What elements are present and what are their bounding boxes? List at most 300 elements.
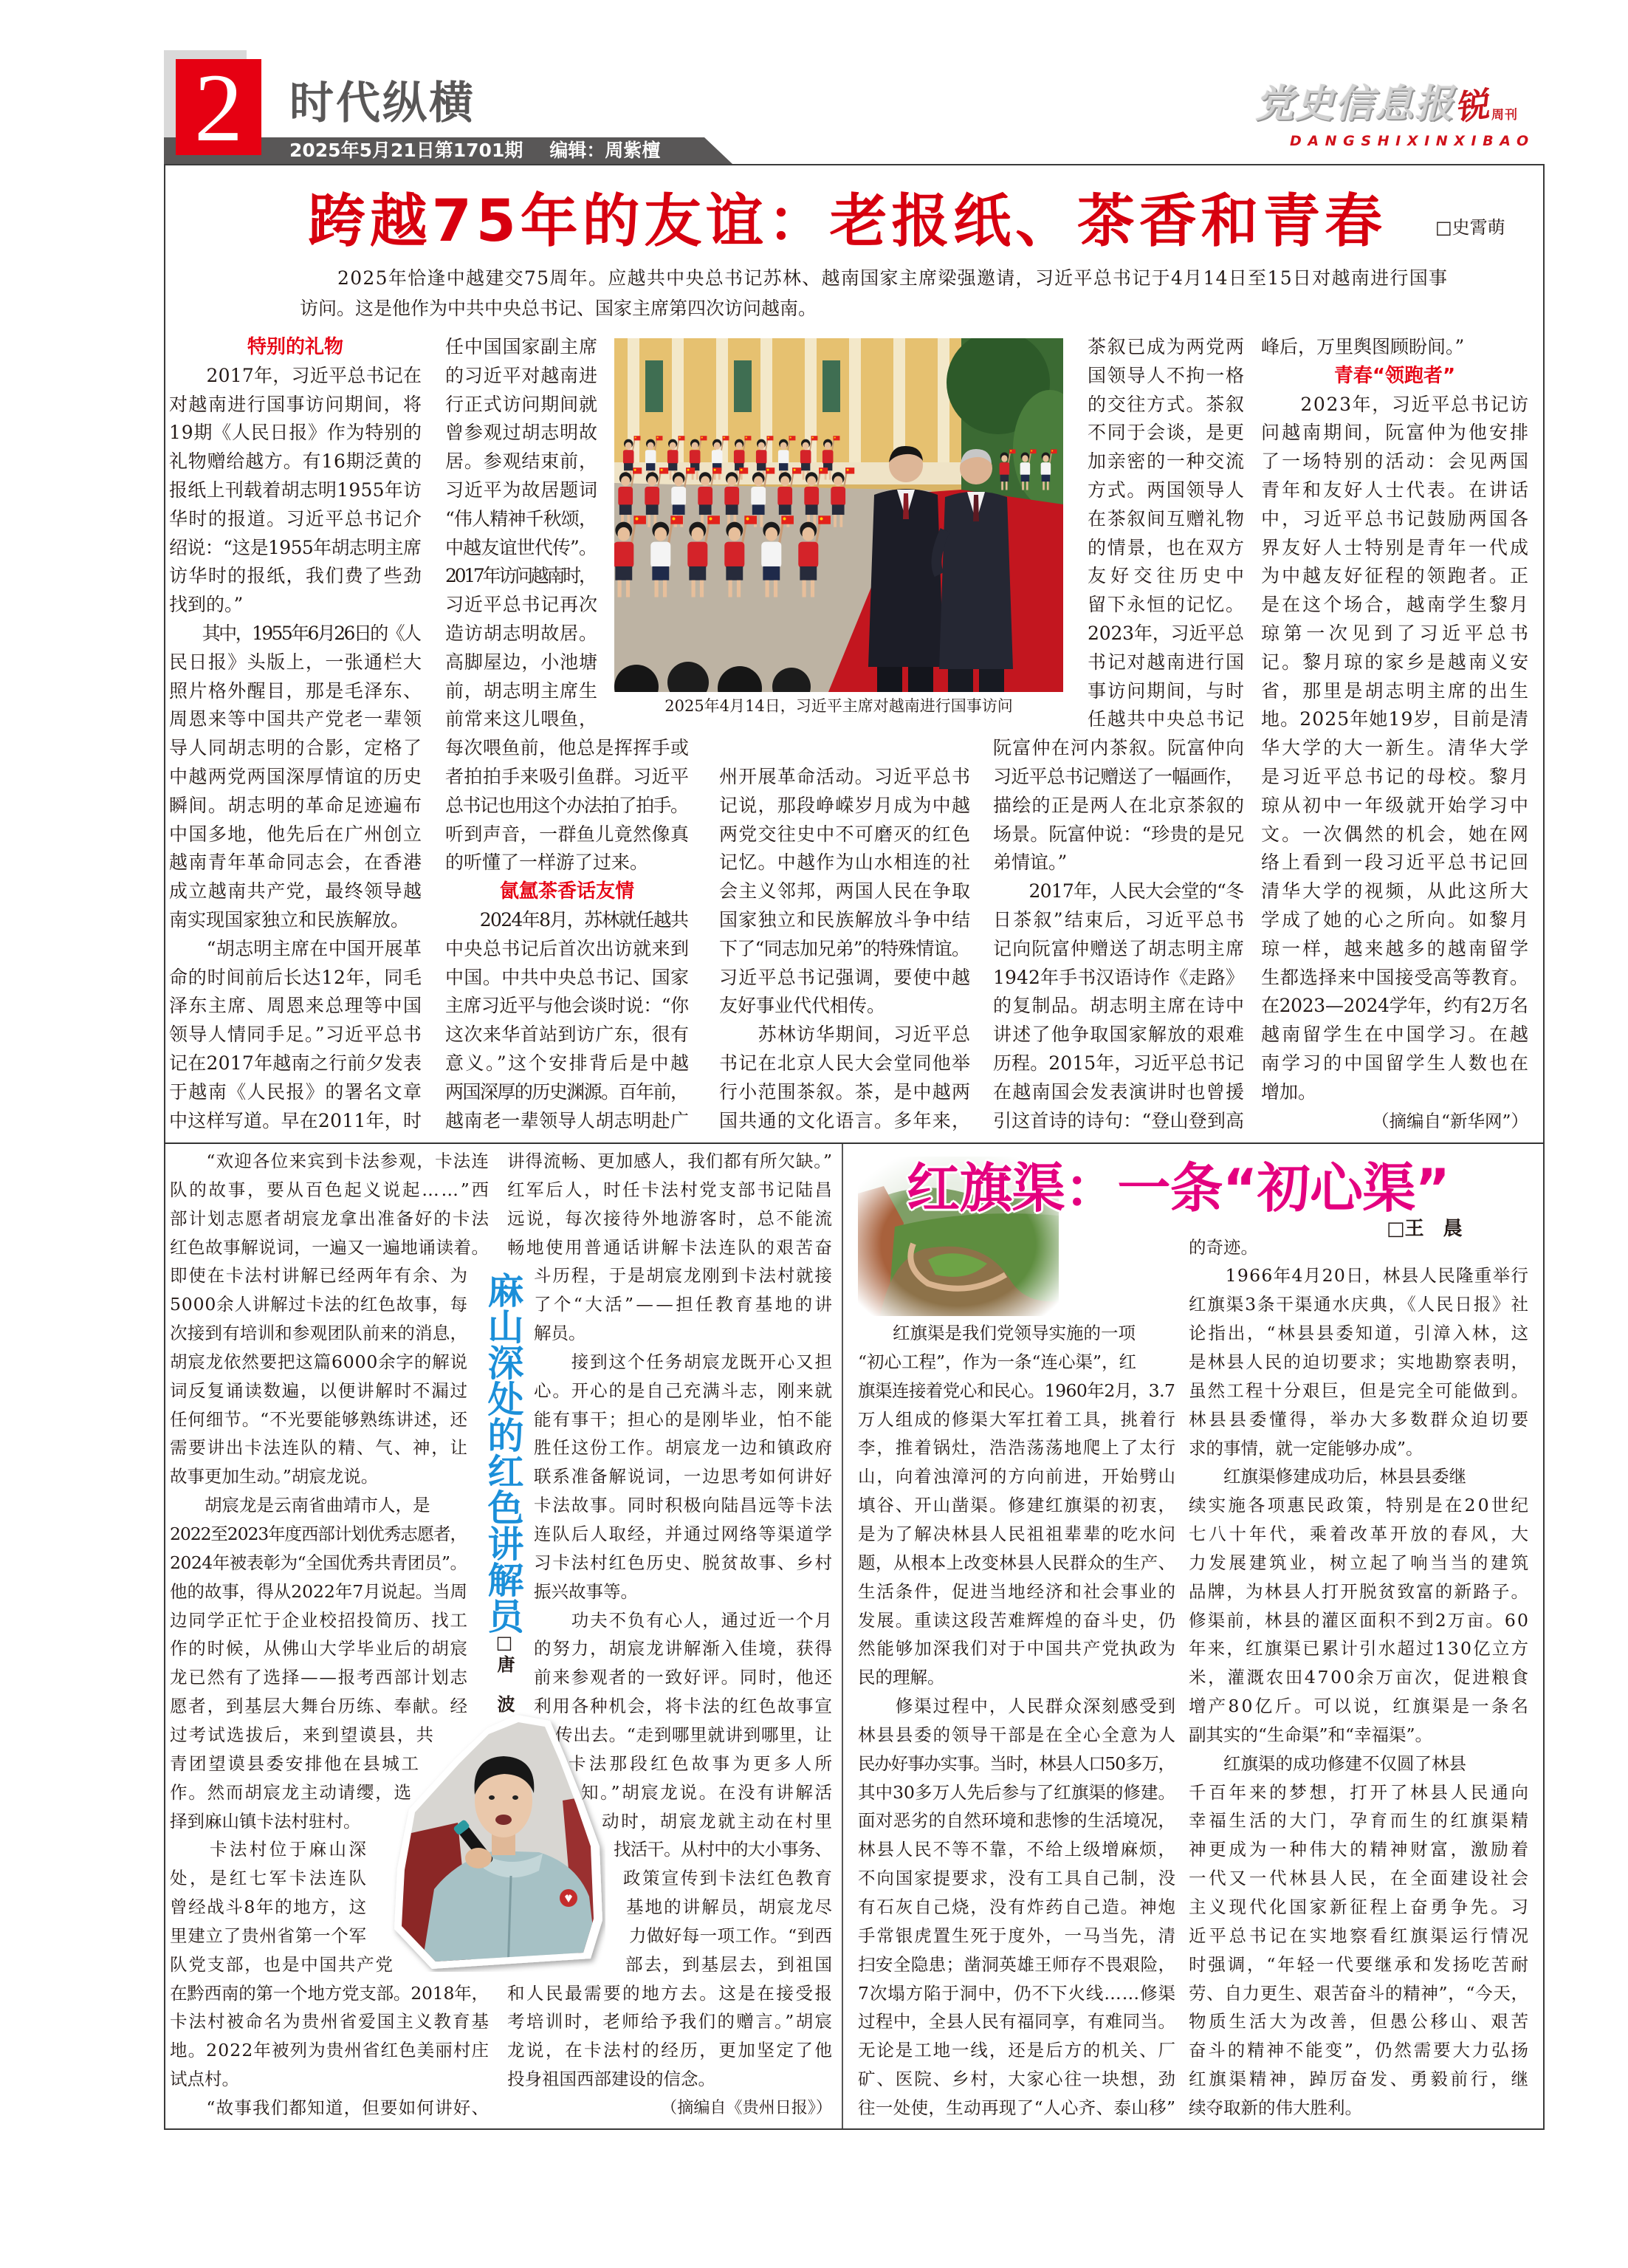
text-line (507, 1233, 832, 1262)
text-line (445, 620, 597, 648)
text-line-content: 1942年手书汉语诗作《走路》 (993, 966, 1245, 988)
text-line (858, 1405, 1175, 1434)
text-line-content: 的复制品。胡志明主席在诗中 (993, 995, 1246, 1017)
text-line-content: 阮富仲在河内茶叙。阮富仲向 (993, 737, 1246, 759)
source-credit-text: （摘编自《贵州日报》） (661, 2098, 832, 2118)
text-line-content: 幸福生活的大门，孕育而生的红旗渠精 (1189, 1810, 1531, 1832)
text-line (169, 620, 422, 648)
text-line-content: 远说，每次接待外地游客时，总不能流 (507, 1207, 834, 1229)
text-line (1261, 333, 1528, 362)
text-line (1261, 1078, 1528, 1107)
text-line-content: 2024年8月，苏林就任越共 (445, 908, 688, 931)
text-line (445, 562, 597, 591)
text-line-content: 投身祖国西部建设的信念。 (507, 2069, 715, 2090)
text-line-content: 试点村。 (170, 2069, 239, 2090)
article2-left-column-wrap (170, 1835, 369, 1950)
text-line (445, 820, 689, 849)
text-line-content: 2022至2023年度西部计划优秀志愿者， (170, 1523, 467, 1544)
text-line (170, 1950, 393, 1979)
text-line-content: 领导人情同手足。”习近平总书 (169, 1024, 423, 1046)
text-line (169, 1049, 422, 1078)
text-line (1261, 877, 1531, 906)
text-line-content: 然能够加深我们对于中国共产党执政为 (858, 1638, 1177, 1659)
text-line-content: 李，推着锅灶，浩浩荡荡地爬上了太行 (858, 1437, 1177, 1459)
text-line (445, 648, 597, 677)
article3-column-2 (1189, 1233, 1531, 2123)
text-line (1088, 562, 1249, 591)
text-line (1189, 1634, 1531, 1663)
text-line (1088, 448, 1244, 476)
text-line (170, 1348, 467, 1377)
text-line-content: 为中越友好征程的领跑者。正 (1261, 565, 1531, 587)
text-line (719, 820, 970, 849)
source-credit (1261, 1107, 1528, 1136)
subheading-text: 青春“领跑者” (1333, 364, 1456, 387)
article2-right-column-wrap (626, 1893, 832, 1922)
text-line (602, 1807, 832, 1836)
text-line-content: 能有事干；担心的是刚毕业，怕不能 (534, 1408, 834, 1430)
text-line (1261, 820, 1531, 849)
article1-intro-text: 2025年恰逢中越建交75周年。应越共中央总书记苏林、越南国家主席梁强邀请，习近平总书记于4月14日至15日对越南进行国事 (337, 267, 1449, 289)
text-line (534, 1634, 832, 1663)
article2-left-column-top (170, 1147, 489, 1261)
text-line-content: 越南老一辈领导人胡志明赴广 (445, 1109, 690, 1131)
text-line-content: 讲述了他争取国家解放的艰难 (993, 1024, 1246, 1046)
text-line-content: 留下永恒的记忆。 (1088, 594, 1246, 616)
text-line-content: 华时的报道。习近平总书记介 (169, 507, 423, 530)
text-line-content: 界友好人士特别是青年一代成 (1261, 536, 1531, 558)
text-line-content: 论指出，“林县县委知道，引漳入林，这 (1189, 1323, 1531, 1344)
text-line-content: 增加。 (1261, 1080, 1317, 1103)
text-line-content: 越南青年革命同志会，在香港 (169, 852, 423, 874)
text-line (169, 1078, 422, 1107)
text-line (170, 2094, 489, 2123)
text-line-content: 扫安全隐患；凿洞英雄王师存不畏艰险， (858, 1953, 1176, 1975)
article-divider-horizontal (164, 1142, 1545, 1144)
text-line (858, 2094, 1175, 2123)
issue-info (289, 137, 660, 164)
text-line-content: 往一处使，生动再现了“人心齐、泰山移” (858, 2097, 1176, 2118)
text-line-content: 绍说：“这是1955年胡志明主席 (169, 536, 422, 558)
text-line-content: 照片格外醒目，那是毛泽东、 (169, 679, 423, 702)
text-line-content: 振兴故事等。 (534, 1580, 638, 1602)
text-line (719, 849, 970, 877)
text-line-content: 加亲密的一种交流 (1088, 450, 1246, 473)
text-line (1088, 620, 1244, 648)
text-line-content: 的习近平对越南进 (445, 364, 598, 386)
text-line-content: 不向国家提要求，没有工具自己制，没 (858, 1868, 1177, 1889)
text-line (626, 1893, 832, 1922)
text-line (170, 1491, 467, 1520)
source-credit (507, 2094, 832, 2123)
text-line (1088, 362, 1244, 391)
text-line (169, 591, 422, 620)
text-line (170, 1807, 411, 1836)
text-line (1189, 1606, 1531, 1635)
text-line (1189, 1950, 1531, 1979)
text-line-content: 书记对越南进行国 (1088, 651, 1246, 673)
text-line-content: 意义。”这个安排背后是中越 (445, 1052, 691, 1074)
text-line (858, 1922, 1175, 1950)
text-line-content: 记说，那段峥嵘岁月成为中越 (719, 794, 972, 816)
text-line (1088, 476, 1244, 505)
editor-credit: 编辑：周紫檀 (549, 140, 661, 161)
text-line-content: “故事我们都知道，但要如何讲好、 (170, 2097, 490, 2119)
text-line-content: 红色故事解说词，一遍又一遍地诵读着。 (170, 1236, 490, 1258)
text-line (534, 1261, 832, 1290)
text-line-content: 的努力，胡宸龙讲解渐入佳境，获得 (534, 1638, 834, 1659)
text-line-content: 词反复诵读数遍，以便讲解时不漏过 (170, 1380, 469, 1401)
text-line (1261, 419, 1531, 448)
text-line-content: 事访问期间，与时 (1088, 679, 1246, 702)
text-line-content: 学成了她的心之所向。如黎月 (1261, 908, 1531, 931)
text-line-content: 清华大学的视频，从此这所大 (1261, 880, 1531, 902)
text-line (169, 677, 422, 706)
text-line (534, 1606, 832, 1635)
article2-right-column-wrap (569, 1750, 836, 1778)
text-line (445, 591, 597, 620)
text-line (993, 877, 1244, 906)
text-line (993, 849, 1244, 877)
text-line-content: 卡法那段红色故事为更多人所 (569, 1753, 836, 1774)
text-line (170, 1176, 489, 1205)
text-line-content: 愿者，到基层大舞台历练、奉献。经 (170, 1696, 469, 1717)
text-line-content: 南学习的中国留学生人数也在 (1261, 1052, 1531, 1074)
article3-title (907, 1157, 1450, 1220)
text-line-content: 边同学正忙于企业校招投简历、找工 (170, 1609, 469, 1631)
text-line-content: 动时，胡宸龙就主动在村里 (602, 1810, 834, 1832)
text-line-content: 副其实的“生命渠”和“幸福渠”。 (1189, 1724, 1433, 1745)
text-line-content: 行正式访问期间就 (445, 393, 598, 415)
text-line-content: 民办好事办实事。当时，林县人口50多万， (858, 1753, 1175, 1774)
text-line (858, 1663, 1175, 1692)
text-line (858, 1319, 1175, 1348)
text-line (534, 1520, 832, 1549)
text-line (170, 1290, 467, 1319)
text-line-content: 青年和友好人士代表。在讲话 (1261, 479, 1531, 501)
text-line (1189, 1692, 1531, 1721)
text-line (719, 792, 970, 820)
text-line-content: 求的事情，就一定能够办成”。 (1189, 1437, 1423, 1459)
text-line (445, 448, 597, 476)
text-line (169, 705, 422, 734)
text-line (169, 964, 422, 993)
article2-right-column-wrap (614, 1835, 832, 1864)
text-line-content: 无论是工地一线，还是后方的机关、厂 (858, 2040, 1177, 2061)
text-line (170, 1205, 489, 1233)
text-line-content: “伟人精神千秋颂， (445, 507, 597, 530)
text-line-content: 利用各种机会，将卡法的红色故事宣 (534, 1696, 834, 1717)
text-line-content: 面对恶劣的自然环境和悲惨的生活境况， (858, 1810, 1176, 1832)
text-line-content: 在黔西南的第一个地方党支部。2018年， (170, 1982, 489, 2004)
text-line (507, 1176, 832, 1205)
text-line-content: 对越南进行国事访问期间，将 (169, 393, 423, 415)
text-line-content: 卡法村被命名为贵州省爱国主义教育基 (170, 2011, 491, 2032)
text-line-content: 的情景，也在双方 (1088, 536, 1246, 558)
text-line (858, 1979, 1175, 2008)
article-divider-vertical (842, 1144, 843, 2128)
text-line-content: 两国深厚的历史渊源。百年前， (445, 1080, 688, 1103)
text-line (507, 1205, 832, 1233)
text-line (858, 2007, 1175, 2036)
text-line (445, 935, 689, 964)
text-line-content: 胜任这份工作。胡宸龙一边和镇政府 (534, 1437, 834, 1459)
text-line-content: 续夺取新的伟大胜利。 (1189, 2097, 1362, 2118)
text-line-content: 中国。中共中央总书记、国家 (445, 966, 690, 988)
text-line (445, 734, 689, 763)
text-line (1261, 906, 1531, 935)
text-line (993, 1049, 1244, 1078)
text-line-content: 手常银虎置生死于度外，一马当先，清 (858, 1925, 1177, 1946)
text-line-content: 书记在北京人民大会堂同他举 (719, 1052, 972, 1074)
text-line-content: 国家独立和民族解放斗争中结 (719, 908, 972, 931)
text-line (445, 476, 597, 505)
text-line-content: 林县县委的领导干部是在全心全意为人 (858, 1724, 1177, 1745)
text-line-content: 是为了解决林县人民祖祖辈辈的吃水问 (858, 1524, 1177, 1544)
text-line-content: 在越南国会发表演讲时也曾援 (993, 1080, 1246, 1103)
text-line (170, 2065, 489, 2094)
subheading (1261, 362, 1528, 391)
text-line (1189, 2007, 1531, 2036)
text-line-content: 问越南期间，阮富仲为他安排 (1261, 422, 1531, 444)
text-line (1261, 935, 1531, 964)
text-line-content: 行小范围茶叙。茶，是中越两 (719, 1080, 972, 1103)
text-line-content: 传出去。“走到哪里就讲到哪里，让 (555, 1724, 833, 1745)
text-line-content: 力做好每一项工作。“到西 (629, 1925, 833, 1946)
text-line (858, 1864, 1175, 1893)
text-line (1088, 648, 1244, 677)
text-line-content: 造访胡志明故居。 (445, 622, 598, 644)
text-line (858, 2065, 1175, 2094)
text-line-content: 习卡法村红色历史、脱贫故事、乡村 (534, 1552, 834, 1573)
text-line-content: 他的故事，得从2022年7月说起。当周 (170, 1580, 467, 1602)
text-line-content: 华大学的大一新生。清华大学 (1261, 737, 1531, 759)
text-line (169, 448, 422, 476)
volunteer-portrait-photo (391, 1712, 605, 1972)
text-line (1261, 534, 1531, 563)
text-line-content: 的听懂了一样游了过来。 (445, 852, 649, 874)
text-line-content: 有石灰自己烧，没有炸药自己造。神炮 (858, 1896, 1177, 1917)
text-line (170, 1147, 489, 1176)
text-line (1261, 734, 1531, 763)
text-line-content: 国领导人不拘一格 (1088, 364, 1246, 386)
text-line (1261, 391, 1528, 419)
text-line-content: 琼从初中一年级就开始学习中 (1261, 794, 1531, 816)
text-line-content: 19期《人民日报》作为特别的 (169, 422, 422, 444)
article1-column-c (719, 763, 970, 1135)
text-line-content: 近平总书记在实地察看红旗渠运行情况 (1189, 1925, 1531, 1946)
page-number-badge: 2 (176, 59, 261, 155)
text-line-content: 次接到有培训和参观团队前来的消息， (170, 1323, 468, 1344)
text-line-content: 功夫不负有心人，通过近一个月 (534, 1609, 834, 1631)
text-line-content: 络上看到一段习近平总书记回 (1261, 852, 1531, 874)
article2-byline: □唐 波 (494, 1632, 515, 1715)
text-line (858, 1950, 1175, 1979)
text-line-content: 红旗渠3条干渠通水庆典，《人民日报》社 (1189, 1294, 1530, 1315)
text-line-content: 习近平为故居题词 (445, 479, 598, 501)
text-line (993, 1078, 1244, 1107)
text-line (169, 419, 422, 448)
text-line (1261, 964, 1528, 993)
text-line (719, 1021, 970, 1049)
text-line (1189, 1377, 1531, 1405)
text-line (1189, 1549, 1531, 1577)
text-line (719, 992, 970, 1021)
text-line-content: 一代又一代林县人民，在全面建设社会 (1189, 1868, 1531, 1889)
text-line-content: 年来，红旗渠已累计引水超过130亿立方 (1189, 1638, 1531, 1659)
text-line-content: 连队后人取经，并通过网络等渠道学 (534, 1523, 834, 1544)
text-line-content: 了一场特别的活动：会见两国 (1261, 450, 1531, 473)
text-line-content: 在茶叙间互赠礼物 (1088, 507, 1246, 530)
text-line-content: 民日报》头版上，一张通栏大 (169, 651, 423, 673)
text-line (445, 419, 597, 448)
text-line-content: 力发展建筑业，树立起了响当当的建筑 (1189, 1552, 1531, 1573)
text-line-content: 和人民最需要的地方去。这是在接受报 (507, 1982, 834, 2004)
text-line-content: 胡宸龙是云南省曲靖市人，是 (170, 1495, 430, 1516)
text-line-content: 2023年，习近平总书记访 (1261, 393, 1530, 415)
text-line (445, 1078, 689, 1107)
text-line (858, 1577, 1175, 1606)
article2-left-column-wrap (170, 1950, 393, 1979)
text-line-content: 中越友谊世代传”。 (445, 536, 597, 558)
text-line (445, 1049, 689, 1078)
text-line (1189, 1979, 1528, 2008)
text-line (1261, 476, 1531, 505)
text-line-content: 文。一次偶然的机会，她在网 (1261, 823, 1531, 845)
text-line-content: 者拍拍手来吸引鱼群。习近平 (445, 765, 690, 787)
article1-byline: □史霄萌 (1435, 217, 1505, 238)
text-line (719, 906, 970, 935)
text-line (993, 820, 1244, 849)
text-line (445, 677, 597, 706)
text-line (170, 1377, 467, 1405)
newspaper-logo: 党史信息报 (1255, 82, 1455, 126)
text-line (993, 792, 1244, 820)
text-line-content: 2017年，习近平总书记在 (169, 364, 422, 386)
text-line-content: 总书记也用这个办法拍了拍手。 (445, 794, 688, 816)
text-line-content: 林县人民不等不靠，不给上级增麻烦， (858, 1839, 1177, 1860)
text-line (445, 534, 597, 563)
text-line-content: 其中，1955年6月26日的《人 (169, 622, 420, 644)
text-line (169, 1021, 422, 1049)
text-line (858, 1462, 1175, 1491)
text-line (993, 1021, 1244, 1049)
article2-right-column-wrap (625, 1950, 832, 1979)
text-line-content: 访华时的报纸，我们费了些劲 (169, 565, 423, 587)
text-line (170, 1864, 369, 1893)
text-line (169, 505, 422, 534)
text-line-content: 其中30多万人先后参与了红旗渠的修建。 (858, 1781, 1176, 1803)
text-line (1189, 1462, 1528, 1491)
text-line (534, 1491, 832, 1520)
article2-right-column-wrap (581, 1778, 832, 1807)
article2-right-column-wrap (629, 1922, 832, 1950)
text-line-content: 生都选择来中国接受高等教育。 (1261, 966, 1529, 988)
text-line-content: 修渠过程中，人民群众深刻感受到 (858, 1696, 1177, 1717)
text-line (1189, 1806, 1531, 1835)
text-line (170, 1462, 467, 1491)
text-line-content: 民的理解。 (858, 1667, 945, 1688)
text-line-content: 劳、自力更生、艰苦奋斗的精神”，“今天， (1189, 1982, 1529, 2004)
text-line (1189, 1348, 1531, 1377)
text-line (858, 1520, 1175, 1549)
text-line-content: 是林县人民的迫切要求；实地勘察表明， (1189, 1351, 1531, 1372)
text-line (1261, 677, 1531, 706)
text-line (169, 476, 422, 505)
text-line-content: 1966年4月20日，林县人民隆重举行 (1189, 1265, 1530, 1287)
subheading (169, 333, 422, 362)
text-line (1261, 763, 1531, 792)
text-line (993, 906, 1244, 935)
article2-right-column-bottom (507, 1979, 832, 2123)
text-line-content: 发展。重读这段苦难辉煌的奋斗史，仍 (858, 1609, 1177, 1631)
text-line-content: 成立越南共产党，最终领导越 (169, 880, 423, 902)
text-line (169, 734, 422, 763)
text-line (1261, 591, 1531, 620)
text-line (445, 906, 689, 935)
text-line-content: 记。黎月琼的家乡是越南义安 (1261, 651, 1531, 673)
text-line-content: 这次来华首站到访广东，很有 (445, 1024, 690, 1046)
article2-left-column-wrap (170, 1778, 411, 1836)
text-line (170, 1778, 411, 1807)
text-line (1189, 1864, 1531, 1893)
article1-column-b-lower (445, 734, 689, 1135)
text-line-content: 前来参观者的一致好评。同时，他还 (534, 1667, 834, 1688)
text-line-content: 找活干。从村中的大小事务、 (614, 1839, 832, 1860)
text-line-content: 龙说，在卡法村的经历，更加坚定了他 (507, 2040, 834, 2061)
text-line-content: 修渠前，林县的灌区面积不到2万亩。60 (1189, 1609, 1531, 1631)
text-line (534, 1377, 832, 1405)
article1-column-d-lower (993, 734, 1244, 1135)
text-line-content: 政策宣传到卡法红色教育 (623, 1868, 834, 1889)
text-line (170, 1835, 369, 1864)
article1-headline (308, 185, 1387, 258)
text-line (507, 2036, 832, 2065)
text-line (170, 1433, 467, 1462)
subheading (445, 877, 689, 906)
text-line (858, 1606, 1175, 1635)
text-line (170, 1922, 366, 1950)
text-line (1189, 1577, 1531, 1606)
text-line (1189, 1835, 1531, 1864)
text-line (719, 763, 970, 792)
text-line-content: 中央总书记后首次出访就来到 (445, 937, 690, 959)
text-line-content: 每次喂鱼前，他总是挥挥手或 (445, 737, 690, 759)
text-line-content: 越南留学生在中国学习。在越 (1261, 1024, 1531, 1046)
text-line-content: 生活条件，促进当地经济和社会事业的 (858, 1580, 1177, 1602)
photo-caption: 2025年4月14日，习近平主席对越南进行国事访问 (664, 697, 1013, 715)
text-line (858, 1348, 1175, 1377)
text-line-content: 处，是红七军卡法连队 (170, 1868, 369, 1889)
text-line (858, 1692, 1175, 1721)
text-line-content: 讲得流畅、更加感人，我们都有所欠缺。” (507, 1151, 833, 1171)
text-line (1261, 992, 1528, 1021)
text-line (993, 964, 1244, 993)
text-line (858, 1835, 1175, 1864)
text-line (534, 1462, 832, 1491)
text-line (445, 964, 689, 993)
text-line-content: 需要讲出卡法连队的精、气、神，让 (170, 1437, 469, 1459)
text-line-content: 作。然而胡宸龙主动请缨，选 (170, 1781, 413, 1803)
article1-headline-text: 跨越75年的友谊：老报纸、茶香和青春 (308, 188, 1387, 255)
article2-right-column-wrap (623, 1864, 832, 1893)
text-line-content: 历程。2015年，习近平总书记 (993, 1052, 1245, 1074)
text-line-content: 5000余人讲解过卡法的红色故事，每 (170, 1294, 468, 1315)
article1-intro-line (337, 263, 1447, 293)
text-line-content: 胡宸龙依然要把这篇6000余字的解说 (170, 1351, 468, 1372)
text-line (993, 734, 1244, 763)
text-line (169, 648, 422, 677)
